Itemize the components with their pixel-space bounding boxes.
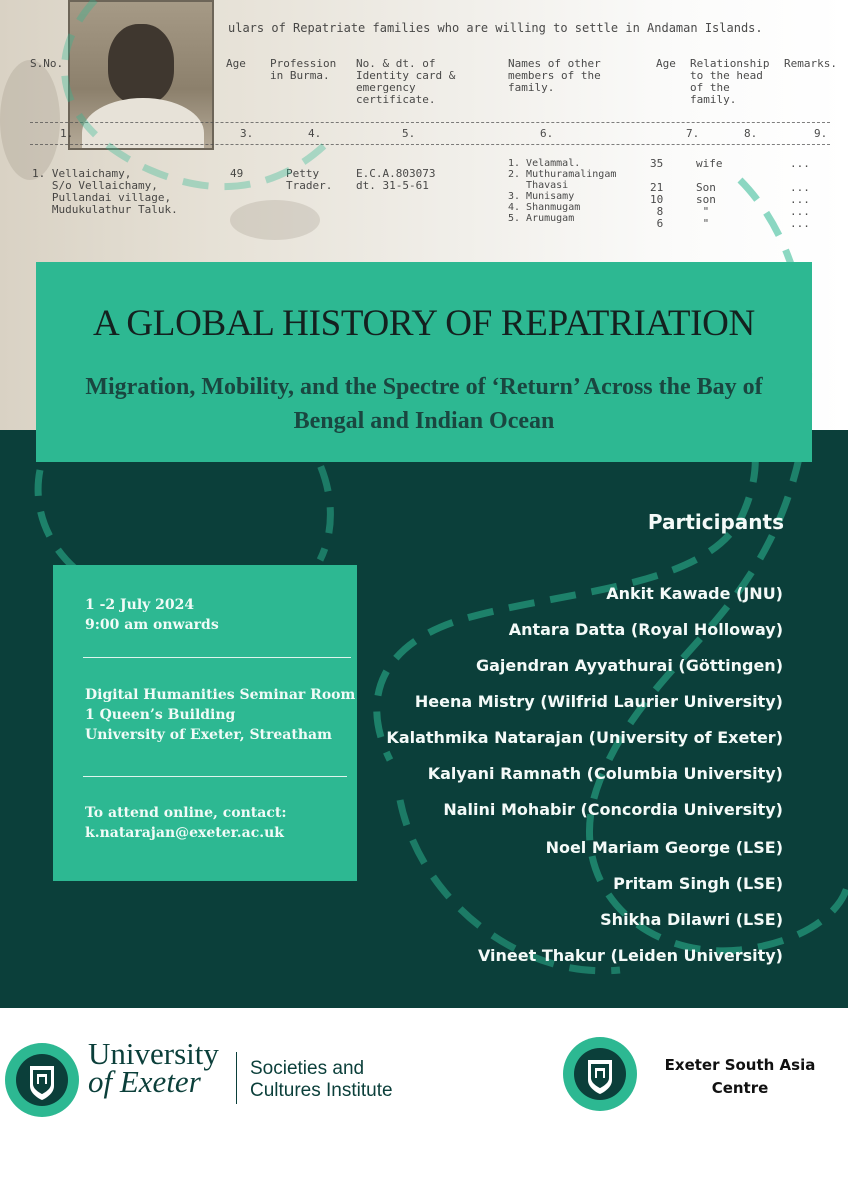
participant-item: Shikha Dilawri (LSE) xyxy=(600,910,783,929)
info-divider xyxy=(83,776,347,777)
participant-item: Kalathmika Natarajan (University of Exeter) xyxy=(386,728,783,747)
event-time: 9:00 am onwards xyxy=(85,617,219,633)
participant-item: Heena Mistry (Wilfrid Laurier University) xyxy=(414,692,783,711)
paper-stain xyxy=(0,60,60,180)
online-contact-label: To attend online, contact: xyxy=(85,805,287,821)
doc-entry-profession: Petty Trader. xyxy=(286,167,333,192)
institute-line-2: Cultures Institute xyxy=(250,1080,393,1101)
doc-rule xyxy=(30,144,830,145)
page-title: A GLOBAL HISTORY OF REPATRIATION xyxy=(93,303,755,344)
doc-entry-head: 1. Vellaichamy, S/o Vellaichamy, Pullandai village, Mudukulathur Taluk. xyxy=(32,167,178,216)
participant-item: Pritam Singh (LSE) xyxy=(613,874,783,893)
exeter-south-asia-centre-crest xyxy=(562,1036,638,1112)
doc-col-number: 8. xyxy=(744,127,758,140)
doc-rule xyxy=(30,122,830,123)
participant-item: Nalini Mohabir (Concordia University) xyxy=(443,800,783,819)
paper-stain xyxy=(230,200,320,240)
doc-entry-remarks: ... ... ... ... ... xyxy=(790,157,810,230)
wordmark-line-1: University xyxy=(88,1036,219,1071)
doc-col-members: Names of other members of the family. xyxy=(508,57,601,94)
event-info-box xyxy=(53,565,357,881)
doc-entry-relations: wife Son son " " xyxy=(696,157,723,230)
doc-col-member-age: Age xyxy=(656,57,676,70)
doc-col-identity: No. & dt. of Identity card & emergency certificate. xyxy=(356,57,456,106)
participant-item: Noel Mariam George (LSE) xyxy=(545,838,783,857)
university-of-exeter-wordmark xyxy=(88,1036,219,1099)
doc-col-number: 3. xyxy=(240,127,254,140)
doc-entry-member-ages: 35 21 10 8 6 xyxy=(650,157,664,230)
event-dates: 1 -2 July 2024 xyxy=(85,597,195,613)
societies-cultures-institute xyxy=(250,1058,393,1102)
university-crest-logo xyxy=(4,1042,80,1118)
doc-col-number: 5. xyxy=(402,127,416,140)
doc-col-number: 4. xyxy=(308,127,322,140)
doc-col-sno: S.No. xyxy=(30,57,64,70)
participant-item: Ankit Kawade (JNU) xyxy=(606,584,783,603)
venue-line-2: 1 Queen’s Building xyxy=(85,707,236,723)
contact-email[interactable]: k.natarajan@exeter.ac.uk xyxy=(85,825,284,841)
doc-col-remarks: Remarks. xyxy=(784,57,837,70)
page-subtitle: Migration, Mobility, and the Spectre of ‘Return’ Across the Bay of Bengal and Indian Ocean xyxy=(85,374,763,434)
doc-col-relation: Relationship to the head of the family. xyxy=(690,57,770,106)
doc-col-number: 6. xyxy=(540,127,554,140)
footer-divider xyxy=(236,1052,237,1104)
wordmark-line-2: of Exeter xyxy=(88,1064,201,1099)
doc-col-number: 1. xyxy=(60,127,74,140)
doc-entry-age: 49 xyxy=(230,167,244,180)
venue-line-1: Digital Humanities Seminar Room xyxy=(85,687,356,703)
participants-heading: Participants xyxy=(647,510,784,534)
participant-item: Antara Datta (Royal Holloway) xyxy=(508,620,783,639)
exeter-south-asia-centre-label xyxy=(660,1054,820,1100)
venue-line-3: University of Exeter, Streatham xyxy=(85,727,332,743)
doc-entry-id: E.C.A.803073 dt. 31-5-61 xyxy=(356,167,436,192)
doc-col-profession: Profession in Burma. xyxy=(270,57,337,82)
centre-line-2: Centre xyxy=(711,1079,769,1097)
doc-col-number: 7. xyxy=(686,127,700,140)
doc-col-number: 9. xyxy=(814,127,828,140)
archival-portrait-photo xyxy=(68,0,214,150)
document-heading: ulars of Repatriate families who are willing to settle in Andaman Islands. xyxy=(228,21,763,35)
centre-line-1: Exeter South Asia xyxy=(664,1056,816,1074)
doc-entry-members: 1. Velammal. 2. Muthuramalingam Thavasi 3. Munisamy 4. Shanmugam 5. Arumugam xyxy=(508,158,617,224)
institute-line-1: Societies and xyxy=(250,1058,365,1079)
title-banner xyxy=(36,262,812,462)
participant-item: Gajendran Ayyathurai (Göttingen) xyxy=(475,656,783,675)
info-divider xyxy=(83,657,351,658)
doc-col-age: Age xyxy=(226,57,246,70)
participant-item: Kalyani Ramnath (Columbia University) xyxy=(427,764,783,783)
participant-item: Vineet Thakur (Leiden University) xyxy=(477,946,783,965)
